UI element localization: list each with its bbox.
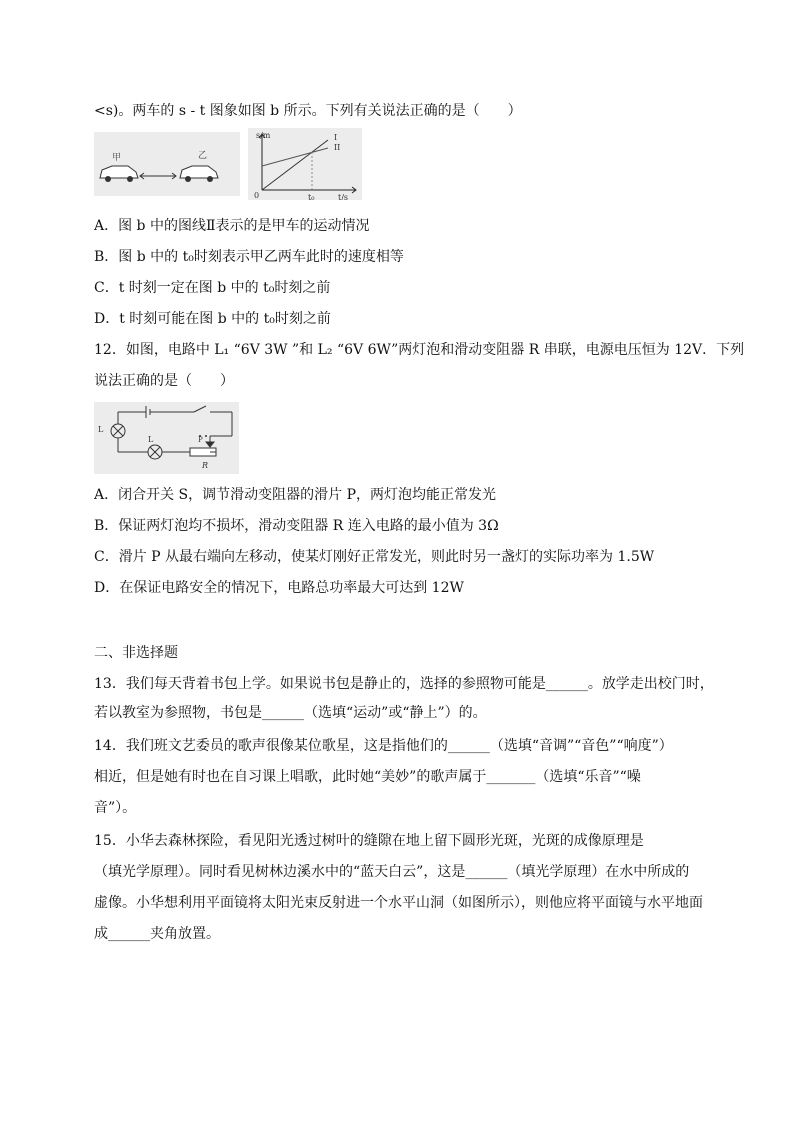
q12-stem-line1: 12．如图，电路中 L₁ “6V 3W ”和 L₂ “6V 6W”两灯泡和滑动变阻器 R 串联，电源电压恒为 12V．下列 (94, 342, 745, 358)
q12-option-d: D．在保证电路安全的情况下，电路总功率最大可达到 12W (94, 580, 464, 596)
line-I-label: I (334, 133, 338, 142)
label-jia: 甲 (112, 153, 122, 163)
line-I (262, 140, 328, 190)
x-axis-label: t/s (338, 193, 349, 200)
t0-label: t₀ (308, 193, 315, 200)
q11-option-b: B．图 b 中的 t₀时刻表示甲乙两车此时的速度相等 (94, 249, 404, 265)
label-L1: L (98, 425, 104, 434)
q15-line3: 虚像。小华想利用平面镜将太阳光束反射进一个水平山洞（如图所示），则他应将平面镜与水平地面 (94, 895, 703, 911)
car-yi-icon (180, 166, 218, 182)
q11-figure-b (248, 128, 362, 200)
label-P: P (198, 436, 203, 444)
y-axis-label: s/m (256, 131, 271, 140)
line-II-label: II (334, 143, 341, 152)
section2-heading: 二、非选择题 (94, 645, 178, 661)
q12-stem-line2: 说法正确的是（ ） (94, 373, 234, 389)
q12-option-a: A．闭合开关 S，调节滑动变阻器的滑片 P，两灯泡均能正常发光 (94, 487, 497, 503)
label-R: R (202, 461, 209, 470)
q12-option-b: B．保证两灯泡均不损坏，滑动变阻器 R 连入电路的最小值为 3Ω (94, 518, 499, 534)
q11-stem-tail: <s)。两车的 s - t 图象如图 b 所示。下列有关说法正确的是（ ） (94, 103, 522, 119)
q12-option-c: C．滑片 P 从最右端向左移动，使某灯刚好正常发光，则此时另一盏灯的实际功率为 1.5W (94, 549, 655, 565)
q11-option-d: D．t 时刻可能在图 b 中的 t₀时刻之前 (94, 311, 331, 327)
q12-circuit-figure (94, 402, 239, 474)
label-yi: 乙 (198, 151, 208, 161)
q14-line2: 相近，但是她有时也在自习课上唱歌，此时她“美妙”的歌声属于_______（选填“乐音”“噪 (94, 769, 641, 785)
q11-option-c: C．t 时刻一定在图 b 中的 t₀时刻之前 (94, 280, 331, 296)
line-II (262, 148, 328, 166)
origin-label: 0 (254, 191, 260, 200)
q13-line1: 13．我们每天背着书包上学。如果说书包是静止的，选择的参照物可能是______。放学走出校门时， (94, 676, 714, 692)
q15-line1: 15．小华去森林探险，看见阳光透过树叶的缝隙在地上留下圆形光斑，光斑的成像原理是 (94, 833, 644, 849)
q15-line4: 成______夹角放置。 (94, 926, 220, 942)
label-L2: L (148, 435, 154, 444)
q14-line1: 14．我们班文艺委员的歌声很像某位歌星，这是指他们的______（选填“音调”“音色”“响度”） (94, 738, 673, 754)
q11-option-a: A．图 b 中的图线Ⅱ表示的是甲车的运动情况 (94, 218, 370, 234)
q13-line2: 若以教室为参照物，书包是______（选填“运动”或“静上”）的。 (94, 705, 487, 721)
q11-figure-a (94, 132, 240, 196)
q15-line2: （填光学原理）。同时看见树林边溪水中的“蓝天白云”，这是______（填光学原理）在水中所成的 (94, 864, 690, 880)
q14-line3: 音”）。 (94, 800, 137, 816)
car-jia-icon (100, 166, 138, 182)
